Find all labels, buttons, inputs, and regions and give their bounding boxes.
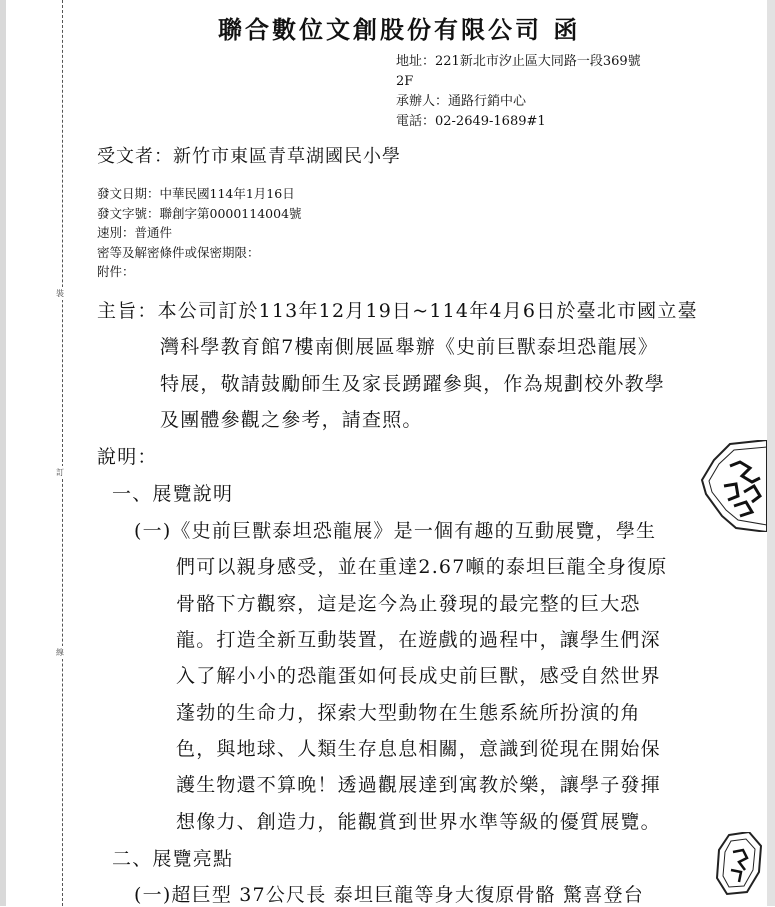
section1-paragraph-line-6: 蓬勃的生命力，探索大型動物在生態系統所扮演的角: [176, 702, 641, 724]
section2-heading: 二、展覽亮點: [112, 848, 234, 870]
section1-paragraph-line-4: 龍。打造全新互動裝置，在遊戲的過程中，讓學生們深: [176, 629, 661, 651]
document-title: 聯合數位文創股份有限公司 函: [218, 15, 581, 44]
sender-address-cont: 2F: [396, 74, 414, 89]
subject-line-1: 主旨：本公司訂於113年12月19日~114年4月6日於臺北市國立臺: [97, 300, 698, 322]
sender-info: [396, 52, 641, 132]
subject-line-4: 及團體參觀之參考，請查照。: [160, 409, 423, 431]
section1-heading: 一、展覽說明: [112, 483, 234, 505]
issue-date: 發文日期：中華民國114年1月16日: [97, 186, 295, 201]
small-seal-stamp-icon: [715, 832, 763, 896]
explanation-heading: 說明：: [97, 446, 158, 468]
binding-mark-top: 裝: [56, 289, 64, 298]
document-number: 發文字號：聯創字第0000114004號: [97, 205, 302, 221]
section1-paragraph-line-8: 護生物還不算晚！透過觀展達到寓教於樂，讓學子發揮: [176, 774, 661, 796]
binding-line: [62, 0, 63, 906]
sender-address: 地址：221新北市汐止區大同路一段369號: [396, 54, 641, 69]
section1-paragraph-line-2: 們可以親身感受，並在重達2.67噸的泰坦巨龍全身復原: [176, 556, 668, 578]
section2-item-1: (一)超巨型 37公尺長 泰坦巨龍等身大復原骨骼 驚喜登台: [134, 884, 644, 906]
attachments: 附件：: [97, 264, 135, 279]
binding-mark-middle: 訂: [56, 468, 64, 477]
subject-line-2: 灣科學教育館7樓南側展區舉辦《史前巨獸泰坦恐龍展》: [160, 336, 659, 358]
page-left-edge: [0, 0, 6, 906]
recipient: 受文者：新竹市東區青草湖國民小學: [97, 146, 401, 167]
binding-mark-bottom: 線: [56, 648, 64, 657]
sender-phone: 電話：02-2649-1689#1: [396, 114, 546, 129]
document-meta: [97, 184, 302, 282]
page-right-edge: [767, 0, 775, 906]
section1-paragraph-line-5: 入了解小小的恐龍蛋如何長成史前巨獸，感受自然世界: [176, 665, 661, 687]
delivery-speed: 速別：普通件: [97, 225, 173, 240]
seal-stamp-icon: [700, 440, 767, 532]
secrecy-level: 密等及解密條件或保密期限：: [97, 244, 260, 260]
section1-paragraph-line-3: 骨骼下方觀察，這是迄今為止發現的最完整的巨大恐: [176, 593, 641, 615]
sender-contact: 承辦人：通路行銷中心: [396, 94, 527, 109]
subject-line-3: 特展，敬請鼓勵師生及家長踴躍參與，作為規劃校外教學: [160, 373, 666, 395]
section1-paragraph-line-9: 想像力、創造力，能觀賞到世界水準等級的優質展覽。: [176, 811, 661, 833]
section1-paragraph-line-1: (一)《史前巨獸泰坦恐龍展》是一個有趣的互動展覽，學生: [134, 520, 657, 542]
section1-paragraph-line-7: 色，與地球、人類生存息息相關，意識到從現在開始保: [176, 738, 661, 760]
